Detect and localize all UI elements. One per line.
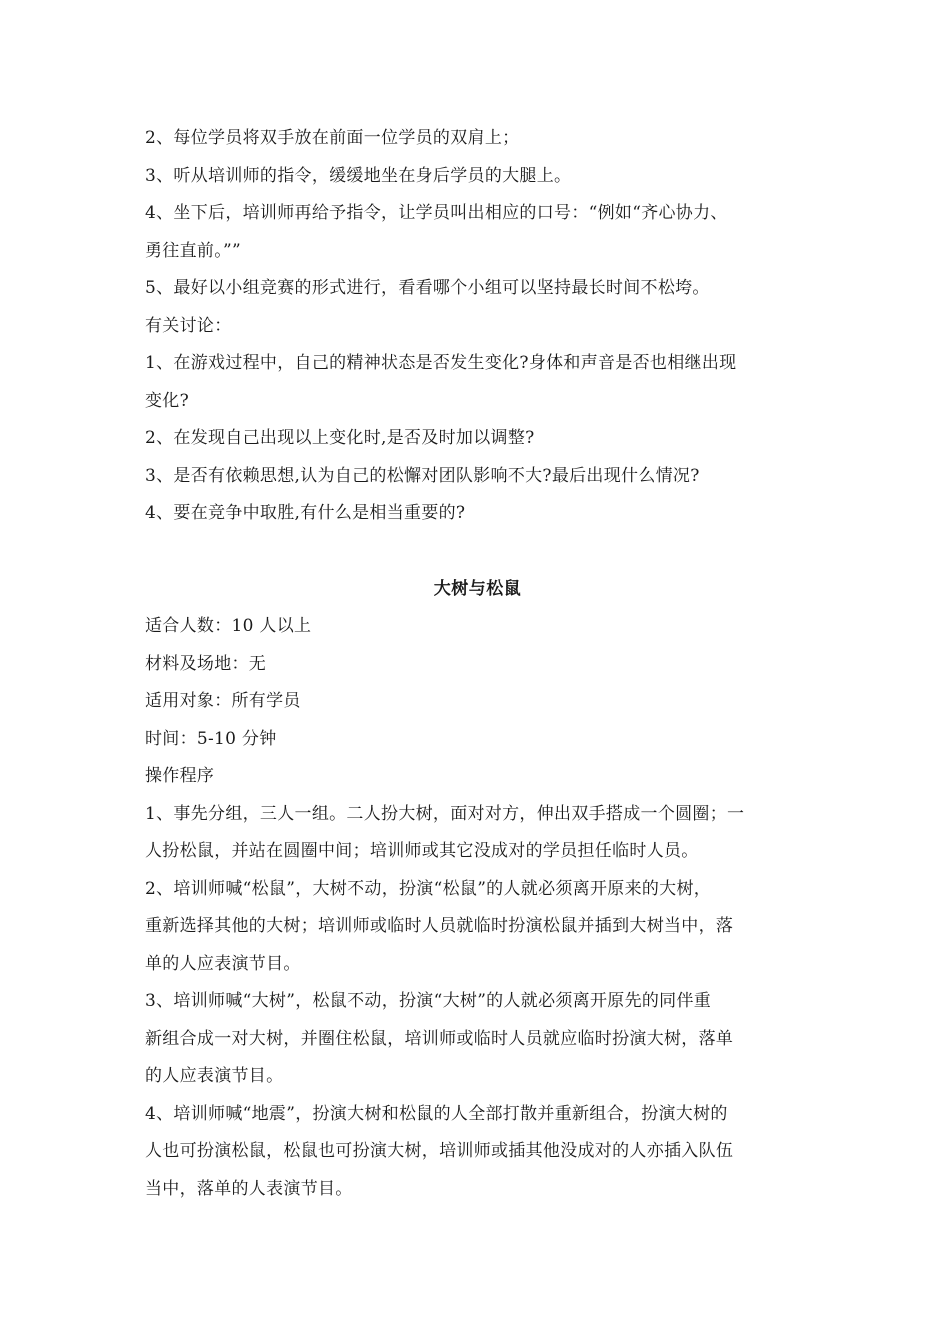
step-line: 4、坐下后，培训师再给予指令，让学员叫出相应的口号：“例如“齐心协力、	[145, 203, 728, 223]
procedure-line: 2、培训师喊“松鼠”，大树不动，扮演“松鼠”的人就必须离开原来的大树，	[145, 878, 712, 899]
discussion-line: 变化?	[145, 390, 190, 411]
info-line: 时间：5-10 分钟	[145, 728, 277, 749]
procedure-line: 的人应表演节目。	[145, 1066, 284, 1086]
procedure-line: 当中，落单的人表演节目。	[145, 1178, 353, 1199]
info-line: 操作程序	[145, 766, 215, 786]
info-line: 材料及场地：无	[145, 653, 267, 674]
section-title: 大树与松鼠	[433, 578, 522, 599]
step-line: 2、每位学员将双手放在前面一位学员的双肩上；	[145, 128, 520, 148]
discussion-line: 4、要在竞争中取胜,有什么是相当重要的?	[145, 503, 466, 523]
section-trust-game	[145, 120, 810, 533]
procedure-line: 重新选择其他的大树；培训师或临时人员就临时扮演松鼠并插到大树当中，落	[145, 916, 734, 936]
discussion-line: 1、在游戏过程中，自己的精神状态是否发生变化?身体和声音是否也相继出现	[145, 353, 737, 373]
discussion-label: 有关讨论：	[145, 315, 232, 336]
step-line: 3、听从培训师的指令，缓缓地坐在身后学员的大腿上。	[145, 165, 572, 186]
document-page	[145, 120, 810, 1208]
procedure-line: 人扮松鼠，并站在圆圈中间；培训师或其它没成对的学员担任临时人员。	[145, 841, 699, 861]
step-line: 5、最好以小组竞赛的形式进行，看看哪个小组可以坚持最长时间不松垮。	[145, 278, 710, 298]
procedure-line: 人也可扮演松鼠，松鼠也可扮演大树，培训师或插其他没成对的人亦插入队伍	[145, 1141, 734, 1161]
section-spacer	[145, 533, 810, 571]
discussion-line: 2、在发现自己出现以上变化时,是否及时加以调整?	[145, 428, 535, 448]
info-line: 适合人数：10 人以上	[145, 616, 312, 636]
procedure-line: 4、培训师喊“地震”，扮演大树和松鼠的人全部打散并重新组合，扮演大树的	[145, 1103, 728, 1124]
procedure-line: 3、培训师喊“大树”，松鼠不动，扮演“大树”的人就必须离开原先的同伴重	[145, 991, 712, 1011]
procedure-line: 1、事先分组，三人一组。二人扮大树，面对对方，伸出双手搭成一个圆圈；一	[145, 803, 745, 824]
section-tree-squirrel	[145, 571, 810, 1209]
procedure-line: 单的人应表演节目。	[145, 953, 301, 974]
step-line: 勇往直前。””	[145, 240, 241, 261]
discussion-line: 3、是否有依赖思想,认为自己的松懈对团队影响不大?最后出现什么情况?	[145, 465, 700, 486]
info-line: 适用对象：所有学员	[145, 691, 301, 711]
procedure-line: 新组合成一对大树，并圈住松鼠，培训师或临时人员就应临时扮演大树，落单	[145, 1028, 734, 1049]
